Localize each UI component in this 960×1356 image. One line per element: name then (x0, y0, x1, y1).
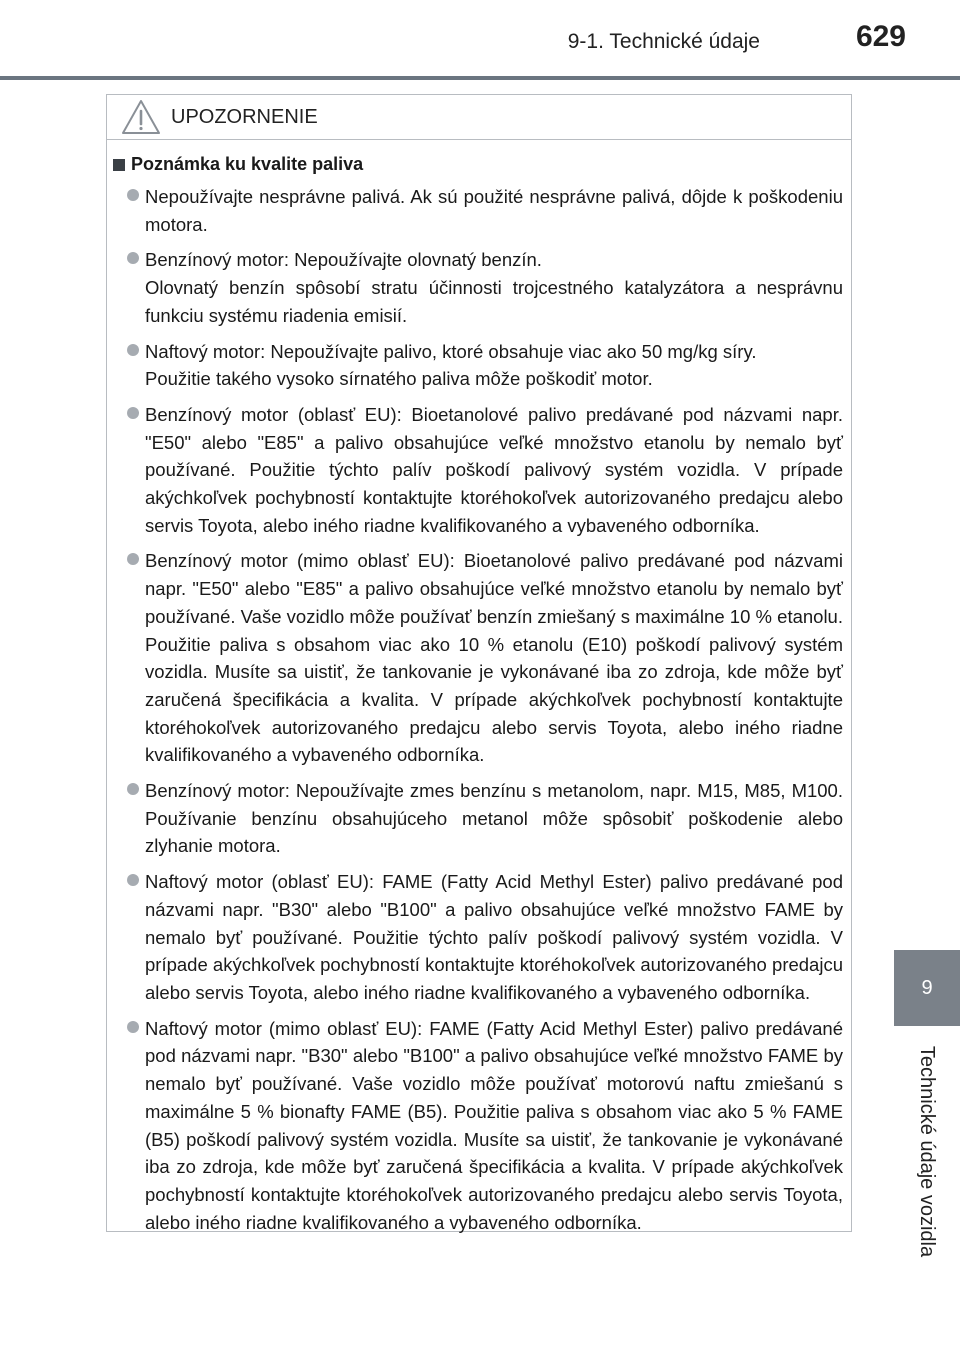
square-bullet-icon (113, 159, 125, 171)
list-item-text: Benzínový motor (mimo oblasť EU): Bioetanolové palivo predávané pod názvami napr. "E50" alebo "E85" a palivo obsahujúce veľké množstvo etanolu by nemalo byť používané. Vaše vozidlo môže používať benzín zmiešaný s maximálne 10 % etanolu. Použitie paliva s obsahom viac ako 10 % etanolu (E10) poškodí palivový systém vozidla. Musíte sa uistiť, že tankovanie je vykonávané iba zo zdroja, kde môže byť zaručená špecifikácia a kvalita. V prípade akýchkoľvek pochybností kontaktujte ktoréhokoľvek autorizovaného predajcu alebo servis Toyota, alebo iného riadne kvalifikovaného a vybaveného odborníka. (145, 550, 843, 766)
page-number: 629 (855, 20, 906, 53)
warning-box (106, 94, 852, 1232)
list-item-line: Benzínový motor: Nepoužívajte olovnatý benzín. (145, 249, 542, 271)
list-item-text: Benzínový motor: Nepoužívajte zmes benzínu s metanolom, napr. M15, M85, M100. Používanie benzínu obsahujúceho metanol môže spôsobiť poškodenie alebo zlyhanie motora. (145, 780, 843, 857)
list-item-text: Naftový motor (mimo oblasť EU): FAME (Fatty Acid Methyl Ester) palivo predávané pod názvami napr. "B30" alebo "B100" a palivo obsahujúce veľké množstvo FAME by nemalo byť používané. Vaše vozidlo môže používať motorovú naftu zmiešanú s maximálne 5 % bionafty FAME (B5). Použitie paliva s obsahom viac ako 5 % FAME (B5) poškodí palivový systém vozidla. Musíte sa uistiť, že tankovanie je vykonávané iba zo zdroja, kde môže byť zaručená špecifikácia a kvalita. V prípade akýchkoľvek pochybností kontaktujte ktoréhokoľvek autorizovaného predajcu alebo servis Toyota, alebo iného riadne kvalifikovaného a vybaveného odborníka. (145, 1017, 843, 1233)
bullet-icon (127, 553, 139, 565)
list-item (113, 777, 843, 860)
list-item (113, 547, 843, 769)
list-item-text (145, 338, 843, 393)
list-item (113, 246, 843, 329)
list-item (113, 1015, 843, 1237)
list-item (113, 183, 843, 238)
list-item-line: Naftový motor: Nepoužívajte palivo, ktoré obsahuje viac ako 50 mg/kg síry. (145, 340, 757, 362)
list-item (113, 338, 843, 393)
list-item (113, 401, 843, 540)
subheading-text: Poznámka ku kvalite paliva (131, 154, 364, 174)
warning-header (107, 95, 851, 140)
section-title: 9-1. Technické údaje (567, 30, 760, 53)
header-rule (0, 76, 960, 80)
list-item-text: Nepoužívajte nesprávne palivá. Ak sú použité nesprávne palivá, dôjde k poškodeniu motora. (145, 186, 843, 235)
warning-body (107, 140, 851, 1236)
bullet-icon (127, 252, 139, 264)
warning-title: UPOZORNENIE (171, 105, 318, 128)
warning-triangle-icon (121, 99, 161, 135)
list-item-line: Použitie takého vysoko sírnatého paliva môže poškodiť motor. (145, 368, 653, 390)
chapter-tab (894, 950, 960, 1026)
list-item-text (145, 246, 843, 329)
subheading (113, 154, 843, 175)
bullet-icon (127, 189, 139, 201)
list-item-text: Benzínový motor (oblasť EU): Bioetanolové palivo predávané pod názvami napr. "E50" alebo "E85" a palivo obsahujúce veľké množstvo etanolu by nemalo byť používané. Použitie týchto palív poškodí palivový systém vozidla. V prípade akýchkoľvek pochybností kontaktujte ktoréhokoľvek autorizovaného predajcu alebo servis Toyota, alebo iného riadne kvalifikovaného a vybaveného odborníka. (145, 403, 843, 536)
chapter-title-vertical (894, 1026, 960, 1276)
list-item (113, 868, 843, 1007)
bullet-icon (127, 874, 139, 886)
list-item-line: Olovnatý benzín spôsobí stratu účinnosti trojcestného katalyzátora a nesprávnu funkciu systému riadenia emisií. (145, 277, 843, 326)
bullet-icon (127, 1021, 139, 1033)
chapter-title: Technické údaje vozidla (916, 1045, 939, 1257)
bullet-icon (127, 407, 139, 419)
list-item-text: Naftový motor (oblasť EU): FAME (Fatty Acid Methyl Ester) palivo predávané pod názvami napr. "B30" alebo "B100" a palivo obsahujúce veľké množstvo FAME by nemalo byť používané. Použitie týchto palív poškodí palivový systém vozidla. V prípade akýchkoľvek pochybností kontaktujte ktoréhokoľvek autorizovaného predajcu alebo servis Toyota, alebo iného riadne kvalifikovaného a vybaveného odborníka. (145, 871, 843, 1003)
bullet-icon (127, 344, 139, 356)
chapter-number: 9 (921, 976, 933, 999)
bullet-icon (127, 783, 139, 795)
